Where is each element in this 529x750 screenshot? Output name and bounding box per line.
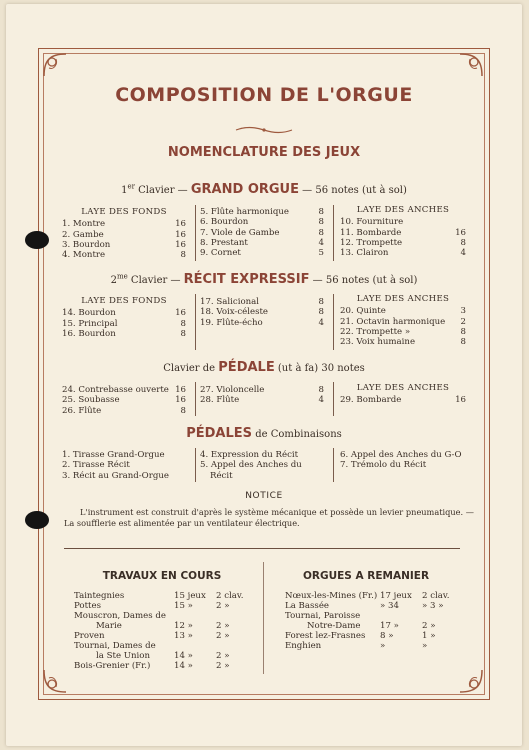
manual2-name: RÉCIT EXPRESSIF — [183, 272, 310, 287]
work-manuals: 2 » — [216, 621, 230, 631]
work-row — [74, 631, 259, 641]
stop-pitch: 8 — [460, 237, 466, 248]
work-stops — [201, 641, 231, 651]
stop-row — [200, 385, 324, 395]
work-manuals: 2 » — [216, 651, 230, 661]
work-row — [74, 591, 259, 601]
manual2-heading: $2^{me}$ Clavier — RÉCIT EXPRESSIF — 56 notes (ut à sol) — [110, 272, 418, 287]
stop-pitch: 8 — [318, 227, 324, 238]
stop-name: 23. Voix humaine — [340, 337, 416, 348]
work-place: Notre-Dame — [307, 621, 361, 631]
work-row — [74, 611, 259, 621]
work-place: Forest lez-Frasnes — [285, 631, 366, 641]
manual2-anches-column: LAYE DES ANCHES 20. Quinte 3 21. Octavin harmonique 2 22. Trompette » 8 23. Voix humaine 8 — [340, 294, 466, 348]
stop-pitch: 16 — [455, 395, 466, 406]
stop-row — [200, 297, 324, 307]
stop-pitch: 4 — [460, 248, 466, 259]
stop-row — [62, 308, 186, 318]
work-place: Enghien — [285, 641, 322, 651]
manual1-fonds-column: LAYE DES FONDS 1. Montre 16 2. Gambe 16 3. Bourdon 16 4. Montre 8 — [62, 207, 186, 261]
stop-name: 3. Bourdon — [62, 239, 111, 250]
stop-row — [62, 319, 186, 329]
stop-pitch: 8 — [318, 217, 324, 228]
work-stops: » 34 — [380, 601, 399, 611]
stop-name: 4. Montre — [62, 250, 106, 261]
stop-row — [200, 248, 324, 258]
stop-row — [62, 240, 186, 250]
work-place: La Bassée — [285, 601, 329, 611]
stop-row — [62, 329, 186, 339]
binder-hole — [25, 511, 49, 529]
stop-name: 13. Clairon — [340, 248, 389, 259]
stop-row — [62, 230, 186, 240]
orgues-list — [285, 591, 465, 651]
stop-name: 15. Principal — [62, 318, 118, 329]
work-row — [285, 591, 465, 601]
stop-name: 24. Contrebasse ouverte — [62, 385, 169, 395]
work-manuals: 1 » — [422, 631, 436, 641]
work-manuals — [231, 641, 259, 651]
stop-name: 18. Voix-céleste — [200, 307, 269, 318]
stop-name: 19. Flûte-écho — [200, 317, 263, 328]
work-row — [74, 641, 259, 651]
column-divider — [333, 382, 334, 416]
stop-row — [340, 217, 466, 227]
column-divider — [263, 562, 264, 674]
orgues-title: ORGUES A REMANIER — [302, 570, 430, 582]
work-place: Proven — [74, 631, 105, 641]
pedal-column-2 — [200, 385, 324, 406]
stop-name: 27. Violoncelle — [200, 385, 265, 395]
stop-pitch: 4 — [318, 237, 324, 248]
work-row — [74, 651, 259, 661]
stop-pitch: 8 — [318, 385, 324, 395]
corner-ornament-icon — [40, 50, 70, 80]
work-stops: 15 » — [174, 601, 193, 611]
stop-name: 5. Flûte harmonique — [200, 207, 289, 217]
stop-pitch: 8 — [180, 318, 186, 329]
pedales-heading: PÉDALES de Combinaisons — [186, 426, 342, 441]
work-manuals: » 3 » — [422, 601, 444, 611]
travaux-title: TRAVAUX EN COURS — [102, 570, 222, 582]
column-divider — [333, 294, 334, 350]
work-manuals: 2 » — [216, 661, 230, 671]
work-row — [285, 621, 465, 631]
manual2-middle-column — [200, 297, 324, 328]
stop-row — [62, 250, 186, 260]
work-stops: » — [380, 641, 386, 651]
stop-pitch: 8 — [180, 250, 186, 261]
title-ornament-icon — [44, 120, 484, 130]
work-row — [74, 661, 259, 671]
stop-pitch: 3 — [460, 306, 466, 317]
stop-name: 6. Bourdon — [200, 217, 249, 228]
travaux-list — [74, 591, 259, 671]
work-manuals: 2 » — [422, 621, 436, 631]
stop-name: 12. Trompette — [340, 237, 403, 248]
stop-pitch: 8 — [318, 297, 324, 307]
pedales-name: PÉDALES — [186, 426, 253, 441]
stop-row — [340, 238, 466, 248]
stop-pitch: 8 — [460, 337, 466, 348]
work-stops: 13 » — [174, 631, 193, 641]
work-place: Tournai, Paroisse — [285, 611, 361, 621]
stop-name: 20. Quinte — [340, 306, 386, 317]
pedal-heading: Clavier de PÉDALE (ut à fa) 30 notes — [163, 360, 365, 375]
stop-row — [62, 395, 186, 405]
stop-row — [340, 306, 466, 316]
stop-row — [340, 228, 466, 238]
pedal-name: PÉDALE — [218, 360, 275, 375]
corner-ornament-icon — [456, 666, 486, 696]
stop-name: 8. Prestant — [200, 237, 248, 248]
work-stops: 12 » — [174, 621, 193, 631]
stop-pitch: 5 — [318, 248, 324, 259]
stop-name: 26. Flûte — [62, 405, 102, 416]
manual1-heading: 1er Clavier — GRAND ORGUE — 56 notes (ut à sol) — [121, 182, 407, 197]
pedal-column-1 — [62, 385, 186, 416]
stop-row — [62, 385, 186, 395]
work-row — [285, 601, 465, 611]
stop-row — [340, 317, 466, 327]
work-manuals: 2 » — [216, 601, 230, 611]
work-place: Bois-Grenier (Fr.) — [74, 661, 151, 671]
stop-pitch: 4 — [318, 317, 324, 328]
stop-row — [200, 207, 324, 217]
work-row — [74, 621, 259, 631]
pedal-anches-column: LAYE DES ANCHES 29. Bombarde 16 — [340, 383, 466, 406]
section-divider — [64, 548, 460, 549]
page-subtitle: NOMENCLATURE DES JEUX — [167, 145, 361, 160]
stop-row — [200, 307, 324, 317]
work-manuals — [438, 611, 465, 621]
stop-row — [340, 337, 466, 347]
stop-pitch: 8 — [180, 328, 186, 339]
stop-row — [200, 395, 324, 405]
work-stops: 17 » — [380, 621, 399, 631]
work-place: Taintegnies — [74, 591, 125, 601]
stop-name: 11. Bombarde — [340, 227, 402, 238]
stop-pitch: 2 — [460, 316, 466, 327]
stop-name: 17. Salicional — [200, 297, 260, 307]
corner-ornament-icon — [456, 50, 486, 80]
stop-row — [200, 228, 324, 238]
work-place: Marie — [96, 621, 122, 631]
manual2-fonds-column: LAYE DES FONDS 14. Bourdon 16 15. Principal 8 16. Bourdon 8 — [62, 296, 186, 339]
work-stops — [201, 611, 231, 621]
stop-row — [340, 248, 466, 258]
stop-row — [340, 327, 466, 337]
stop-name: 9. Cornet — [200, 248, 241, 259]
column-divider — [333, 448, 334, 482]
binder-hole — [25, 231, 49, 249]
stop-name: 1. Montre — [62, 219, 106, 230]
pedales-column-2: 4. Expression du Récit 5. Appel des Anches du Récit — [200, 450, 302, 481]
column-divider — [333, 205, 334, 261]
work-row — [285, 641, 465, 651]
stop-name: 16. Bourdon — [62, 328, 116, 339]
work-manuals: 2 clav. — [422, 591, 450, 601]
work-manuals: » — [422, 641, 428, 651]
work-manuals — [231, 611, 259, 621]
manual1-anches-column: LAYE DES ANCHES 10. Fourniture 11. Bombarde 16 12. Trompette 8 13. Clairon 4 — [340, 205, 466, 259]
pedales-column-1: 1. Tirasse Grand-Orgue 2. Tirasse Récit 3. Récit au Grand-Orgue — [62, 450, 169, 481]
column-divider — [195, 294, 196, 350]
work-stops: 14 » — [174, 651, 193, 661]
stop-name: 7. Viole de Gambe — [200, 227, 280, 238]
stop-pitch: 16 — [175, 219, 186, 230]
stop-pitch: 16 — [175, 239, 186, 250]
stop-name: 22. Trompette » — [340, 326, 411, 337]
stop-pitch: 16 — [175, 385, 186, 395]
column-divider — [195, 448, 196, 482]
stop-pitch: 16 — [175, 395, 186, 406]
work-place: la Ste Union — [96, 651, 150, 661]
corner-ornament-icon — [40, 666, 70, 696]
column-divider — [195, 382, 196, 416]
stop-row — [200, 318, 324, 328]
work-stops: 14 » — [174, 661, 193, 671]
work-row — [74, 601, 259, 611]
work-row — [285, 611, 465, 621]
stop-name: 10. Fourniture — [340, 217, 404, 228]
stop-row — [62, 219, 186, 229]
stop-pitch: 8 — [180, 405, 186, 416]
stop-name: 29. Bombarde — [340, 395, 402, 406]
stop-pitch: 16 — [175, 308, 186, 319]
manual1-name: GRAND ORGUE — [190, 182, 299, 197]
manual1-middle-column — [200, 207, 324, 258]
stop-row — [62, 406, 186, 416]
stop-name: 2. Gambe — [62, 229, 104, 240]
stop-name: 14. Bourdon — [62, 308, 116, 319]
work-stops: 15 jeux — [174, 591, 206, 601]
work-place: Nœux-les-Mines (Fr.) — [285, 591, 378, 601]
stop-pitch: 8 — [318, 307, 324, 318]
stop-row — [200, 217, 324, 227]
notice-title: NOTICE — [245, 491, 283, 501]
work-stops — [409, 611, 438, 621]
work-place: Tournai, Dames de — [74, 641, 156, 651]
work-manuals: 2 » — [216, 631, 230, 641]
stop-pitch: 8 — [460, 326, 466, 337]
stop-row — [200, 238, 324, 248]
work-row — [285, 631, 465, 641]
stop-row — [340, 395, 466, 405]
page-title: COMPOSITION DE L'ORGUE — [115, 84, 413, 106]
stop-pitch: 16 — [175, 229, 186, 240]
stop-name: 21. Octavin harmonique — [340, 316, 446, 327]
stop-pitch: 8 — [318, 207, 324, 217]
stop-name: 28. Flûte — [200, 395, 240, 406]
stop-pitch: 16 — [455, 227, 466, 238]
work-stops: 17 jeux — [380, 591, 412, 601]
pedales-column-3: 6. Appel des Anches du G-O 7. Trémolo du Récit — [340, 450, 462, 471]
notice-text: L'instrument est construit d'après le système mécanique et possède un levier pneumatique. — La soufflerie est alimentée par un ventilateur électrique. — [64, 507, 474, 528]
work-stops: 8 » — [380, 631, 394, 641]
stop-name: 25. Soubasse — [62, 395, 120, 406]
stop-pitch: 4 — [318, 395, 324, 406]
work-place: Pottes — [74, 601, 102, 611]
work-manuals: 2 clav. — [216, 591, 244, 601]
column-divider — [195, 205, 196, 261]
work-place: Mouscron, Dames de — [74, 611, 166, 621]
